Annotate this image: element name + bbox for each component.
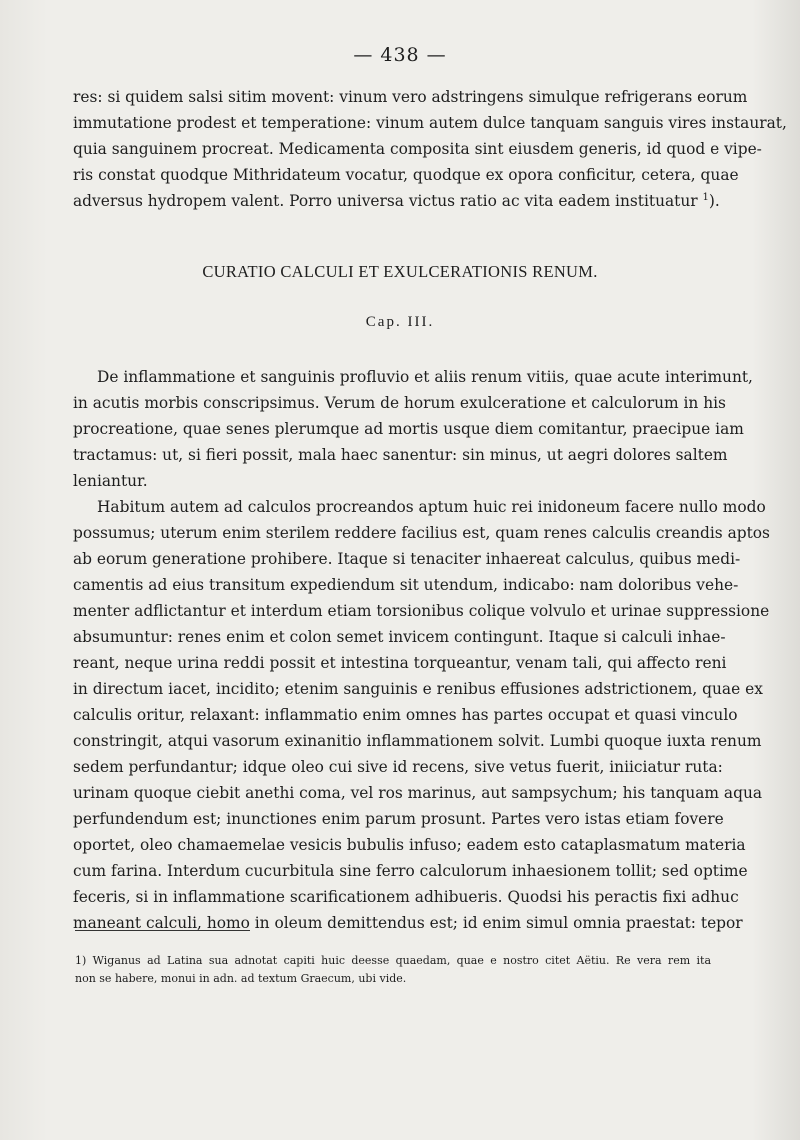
text-line: tractamus: ut, si fieri possit, mala haec sanentur: sin minus, ut aegri dolores saltem (73, 446, 728, 464)
text-line: absumuntur: renes enim et colon semet invicem contingunt. Itaque si calculi inhae- (73, 628, 726, 646)
footnote-line: non se habere, monui in adn. ad textum Graecum, ubi vide. (75, 972, 407, 985)
text-line: res: si quidem salsi sitim movent: vinum vero adstringens simulque refrigerans eorum (73, 88, 748, 106)
text-line: perfundendum est; inunctiones enim parum prosunt. Partes vero istas etiam fovere (73, 810, 724, 828)
text-line: quia sanguinem procreat. Medicamenta composita sint eiusdem generis, id quod e vipe- (73, 140, 762, 158)
text-fragment: adversus hydropem valent. Porro universa victus ratio ac vita eadem instituatur (73, 192, 698, 210)
text-line: calculis oritur, relaxant: inflammatio enim omnes has partes occupat et quasi vinculo (73, 706, 738, 724)
text-line: maneant calculi, homo in oleum demittendus est; id enim simul omnia praestat: tepor (73, 914, 743, 932)
text-fragment: ). (708, 192, 720, 210)
text-line: Habitum autem ad calculos procreandos aptum huic rei inidoneum facere nullo modo (97, 498, 766, 516)
text-line: De inflammatione et sanguinis profluvio et aliis renum vitiis, quae acute interimunt, (97, 368, 753, 386)
footnote-reference: 1 (702, 191, 709, 203)
text-line: feceris, si in inflammatione scarificationem adhibueris. Quodsi his peractis fixi adhuc (73, 888, 739, 906)
text-line: procreatione, quae senes plerumque ad mortis usque diem comitantur, praecipue iam (73, 420, 744, 438)
footnote (75, 952, 711, 988)
text-line: immutatione prodest et temperatione: vinum autem dulce tanquam sanguis vires instaurat, (73, 114, 787, 132)
text-line-last (73, 188, 720, 214)
page-number: — 438 — (353, 44, 447, 66)
text-line: cum farina. Interdum cucurbitula sine ferro calculorum inhaesionem tollit; sed optime (73, 862, 748, 880)
text-line: leniantur. (73, 472, 148, 490)
text-line: menter adflictantur et interdum etiam torsionibus colique volvulo et urinae suppressione (73, 602, 770, 620)
text-line: in acutis morbis conscripsimus. Verum de horum exulceratione et calculorum in his (73, 394, 726, 412)
footnote-line: 1) Wiganus ad Latina sua adnotat capiti huic deesse quaedam, quae e nostro citet Aëtiu. Re vera rem ita (75, 954, 711, 967)
text-line: in directum iacet, incidito; etenim sanguinis e renibus effusiones adstrictionem, quae ex (73, 680, 763, 698)
footnote-divider (75, 930, 250, 931)
text-line: constringit, atqui vasorum exinanitio inflammationem solvit. Lumbi quoque iuxta renum (73, 732, 762, 750)
chapter-heading: Cap. III. (365, 314, 435, 330)
section-heading: CURATIO CALCULI ET EXULCERATIONIS RENUM. (202, 262, 598, 281)
text-line: ris constat quodque Mithridateum vocatur, quodque ex opora conficitur, cetera, quae (73, 166, 739, 184)
text-line: reant, neque urina reddi possit et intestina torqueantur, venam tali, qui affecto reni (73, 654, 727, 672)
text-line: camentis ad eius transitum expediendum sit utendum, indicabo: nam doloribus vehe- (73, 576, 739, 594)
paragraph-2 (73, 364, 770, 936)
paragraph-1 (73, 84, 787, 214)
text-line: oportet, oleo chamaemelae vesicis bubulis infuso; eadem esto cataplasmatum materia (73, 836, 746, 854)
text-line: possumus; uterum enim sterilem reddere facilius est, quam renes calculis creandis aptos (73, 524, 770, 542)
text-line: urinam quoque ciebit anethi coma, vel ros marinus, aut sampsychum; his tanquam aqua (73, 784, 763, 802)
text-line: ab eorum generatione prohibere. Itaque si tenaciter inhaereat calculus, quibus medi- (73, 550, 741, 568)
text-line: sedem perfundantur; idque oleo cui sive id recens, sive vetus fuerit, iniiciatur ruta: (73, 758, 723, 776)
